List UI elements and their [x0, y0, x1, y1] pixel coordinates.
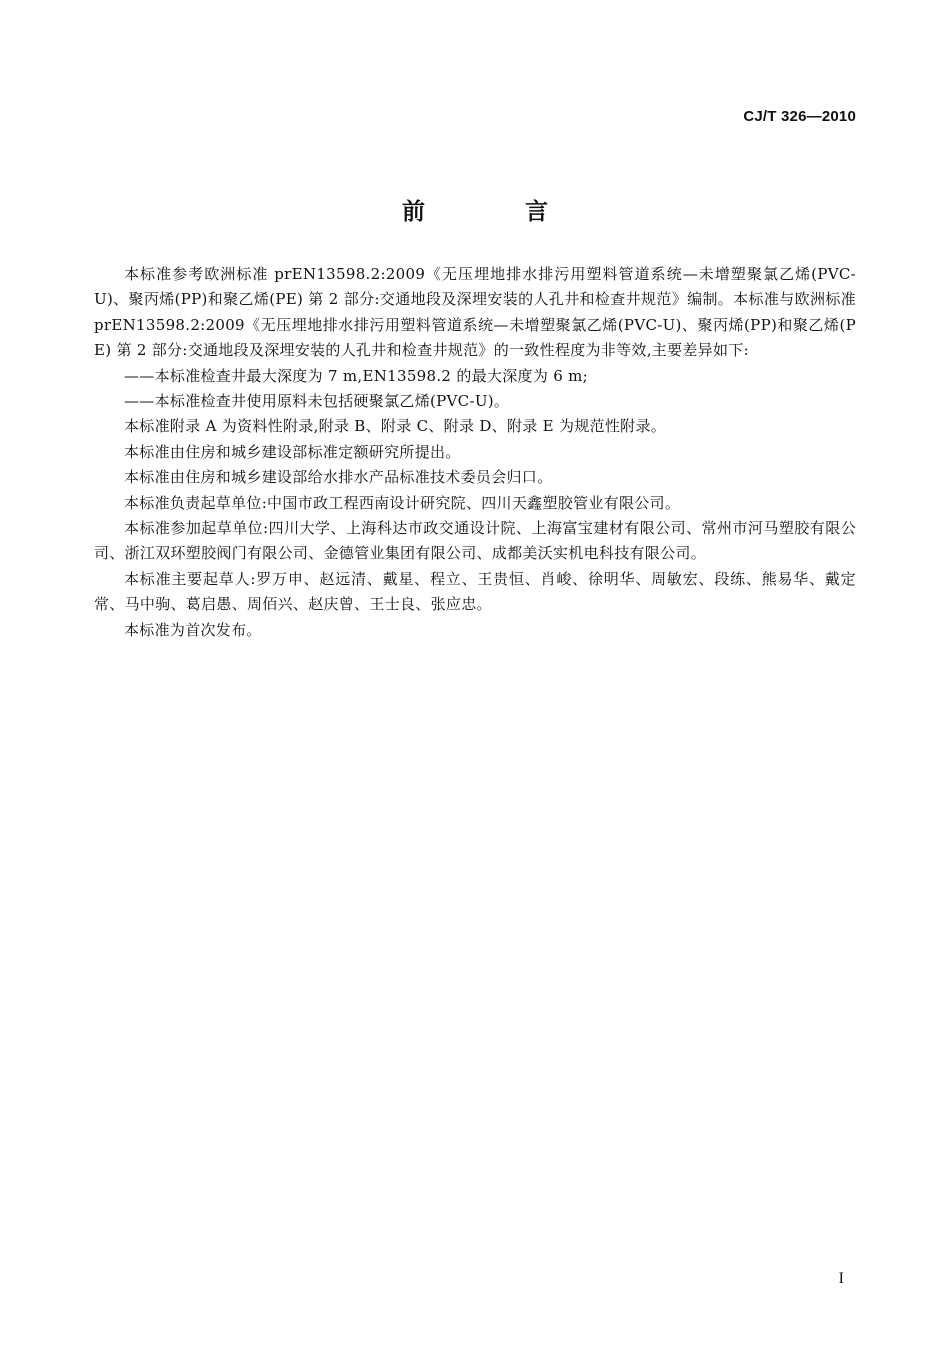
paragraph-centralized-by: 本标准由住房和城乡建设部给水排水产品标准技术委员会归口。 [124, 468, 553, 487]
paragraph-lead-drafters: 本标准负责起草单位:中国市政工程西南设计研究院、四川天鑫塑胶管业有限公司。 [124, 493, 681, 512]
standard-code: CJ/T 326—2010 [743, 108, 856, 125]
paragraph-difference-material: ——本标准检查井使用原料未包括硬聚氯乙烯(PVC-U)。 [124, 392, 510, 411]
page-title: 前 言 [401, 199, 594, 225]
paragraph-appendix: 本标准附录 A 为资料性附录,附录 B、附录 C、附录 D、附录 E 为规范性附录。 [124, 417, 667, 436]
paragraph-difference-depth: ——本标准检查井最大深度为 7 m,EN13598.2 的最大深度为 6 m; [124, 366, 589, 385]
paragraph-main-drafters: 本标准主要起草人:罗万申、赵远清、戴星、程立、王贵恒、肖峻、徐明华、周敏宏、段练、熊易华、戴定常、马中驹、葛启愚、周佰兴、赵庆曾、王士良、张应忠。 [94, 569, 856, 614]
paragraph-reference-standard: 本标准参考欧洲标准 prEN13598.2:2009《无压埋地排水排污用塑料管道系统—未增塑聚氯乙烯(PVC-U)、聚丙烯(PP)和聚乙烯(PE) 第 2 部分:交通地段及深埋安装的人孔井和检查井规范》编制。本标准与欧洲标准 prEN13598.2:2009《无压埋地排水排污用塑料管道系统—未增塑聚氯乙烯(PVC-U)、聚丙烯(PP)和聚乙烯(PE) 第 2 部分:交通地段及深埋安装的人孔井和检查井规范》的一致性程度为非等效,主要差异如下: [94, 265, 856, 360]
page-number: I [838, 1270, 844, 1287]
foreword-body [94, 262, 856, 643]
paragraph-proposed-by: 本标准由住房和城乡建设部标准定额研究所提出。 [124, 442, 461, 461]
paragraph-first-release: 本标准为首次发布。 [124, 620, 262, 639]
paragraph-participating-drafters: 本标准参加起草单位:四川大学、上海科达市政交通设计院、上海富宝建材有限公司、常州市河马塑胶有限公司、浙江双环塑胶阀门有限公司、金德管业集团有限公司、成都美沃实机电科技有限公司。 [94, 519, 856, 563]
